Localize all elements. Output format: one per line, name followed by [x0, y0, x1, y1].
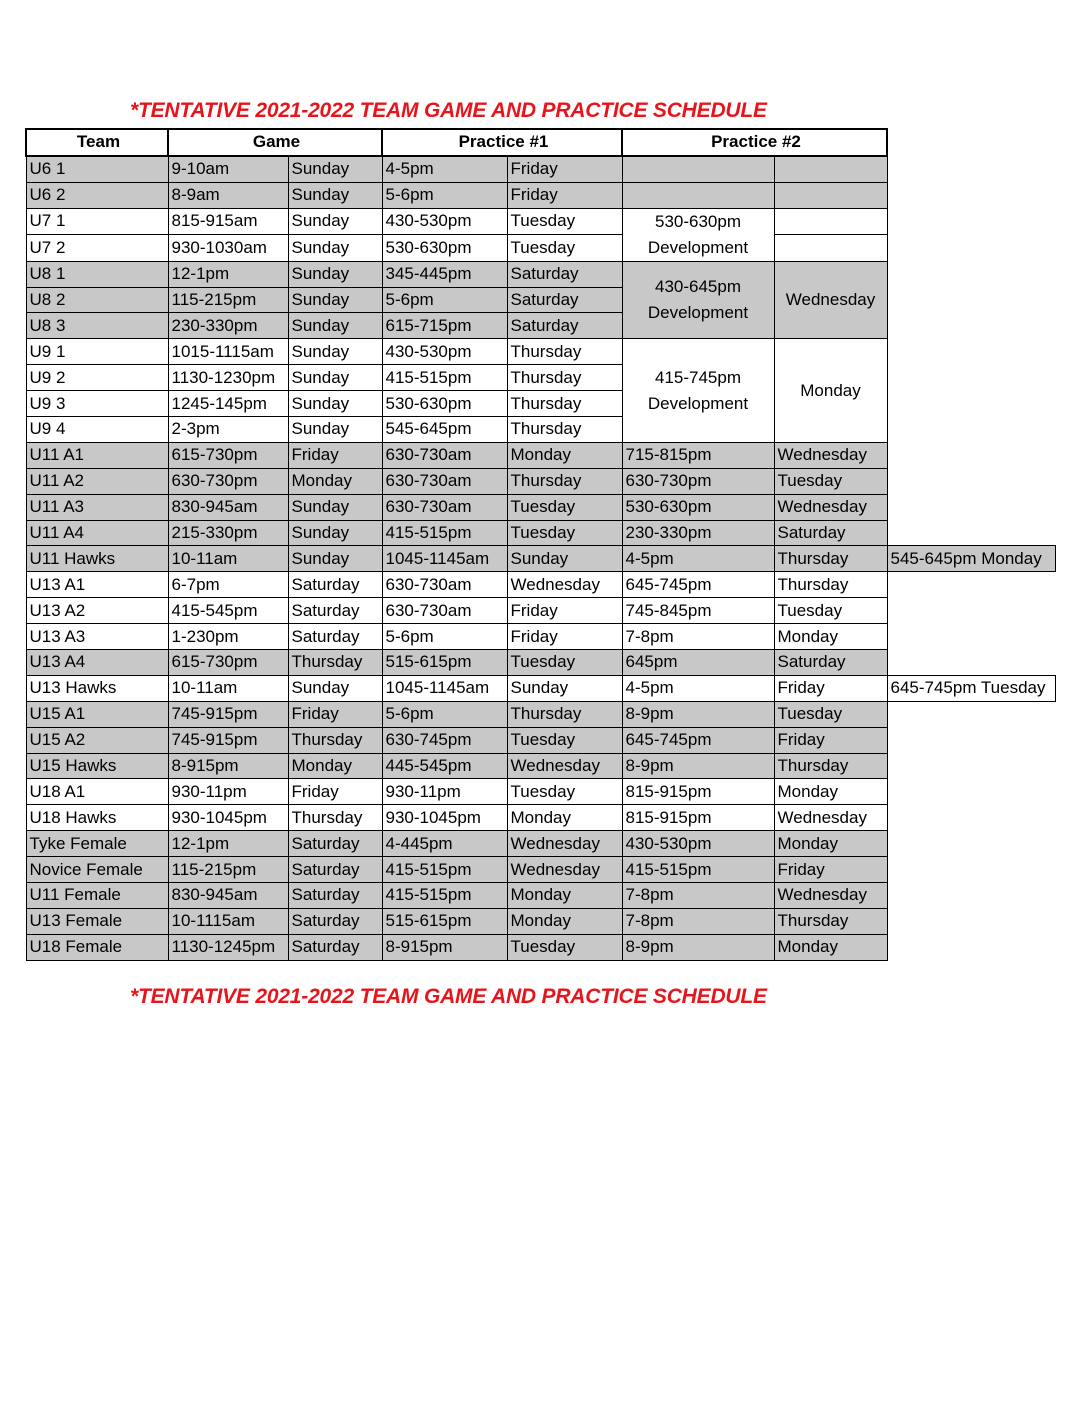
cell-no-extra: [887, 520, 1055, 546]
cell-team: U13 A3: [26, 624, 168, 650]
cell-p1-day: Thursday: [507, 701, 622, 727]
cell-p1-time: 430-530pm: [382, 339, 507, 365]
cell-team: U11 A2: [26, 468, 168, 494]
cell-no-extra: [887, 753, 1055, 779]
cell-p2-time: 4-5pm: [622, 546, 774, 572]
cell-empty: [774, 235, 887, 262]
cell-no-extra: [887, 494, 1055, 520]
cell-p2-day: Wednesday: [774, 442, 887, 468]
cell-p2-time: 815-915pm: [622, 805, 774, 831]
cell-game-day: Saturday: [288, 831, 382, 857]
header-practice-2: Practice #2: [622, 129, 887, 156]
table-row: [26, 779, 1055, 805]
cell-game-time: 215-330pm: [168, 520, 288, 546]
cell-team: U11 A3: [26, 494, 168, 520]
table-row: [26, 546, 1055, 572]
cell-no-extra: [887, 883, 1055, 909]
cell-no-extra: [887, 156, 1055, 182]
cell-no-extra: [887, 598, 1055, 624]
cell-p2-time: 8-9pm: [622, 701, 774, 727]
cell-game-time: 415-545pm: [168, 598, 288, 624]
cell-p2-time: 415-515pm: [622, 857, 774, 883]
cell-no-extra: [887, 934, 1055, 960]
cell-p2-time: 230-330pm: [622, 520, 774, 546]
cell-p1-time: 530-630pm: [382, 235, 507, 262]
cell-p1-time: 445-545pm: [382, 753, 507, 779]
cell-u9-practice-2-time: 415-745pm Development: [622, 339, 774, 443]
cell-no-extra: [887, 182, 1055, 208]
cell-game-time: 745-915pm: [168, 727, 288, 753]
header-extra-empty: [887, 129, 1055, 156]
table-row: [26, 261, 1055, 287]
cell-p1-day: Monday: [507, 883, 622, 909]
cell-p1-day: Tuesday: [507, 650, 622, 676]
cell-game-time: 745-915pm: [168, 701, 288, 727]
table-row: [26, 598, 1055, 624]
cell-team: U15 A1: [26, 701, 168, 727]
cell-game-day: Sunday: [288, 261, 382, 287]
table-row: [26, 701, 1055, 727]
cell-game-time: 930-11pm: [168, 779, 288, 805]
table-row: [26, 650, 1055, 676]
cell-team: U18 Hawks: [26, 805, 168, 831]
cell-no-extra: [887, 650, 1055, 676]
cell-team: U7 1: [26, 208, 168, 235]
cell-p1-time: 4-5pm: [382, 156, 507, 182]
cell-p2-day: Thursday: [774, 572, 887, 598]
cell-p1-day: Sunday: [507, 546, 622, 572]
cell-game-time: 615-730pm: [168, 650, 288, 676]
cell-p2-time: 630-730pm: [622, 468, 774, 494]
cell-team: U7 2: [26, 235, 168, 262]
cell-p1-day: Thursday: [507, 365, 622, 391]
cell-p2-time: 645-745pm: [622, 572, 774, 598]
cell-game-day: Sunday: [288, 365, 382, 391]
cell-p1-time: 630-730am: [382, 572, 507, 598]
cell-game-time: 115-215pm: [168, 857, 288, 883]
header-game: Game: [168, 129, 382, 156]
cell-p1-time: 630-730am: [382, 598, 507, 624]
cell-p2-day: [774, 182, 887, 208]
cell-no-extra: [887, 417, 1055, 443]
cell-p1-time: 5-6pm: [382, 701, 507, 727]
cell-game-day: Sunday: [288, 339, 382, 365]
cell-game-time: 1130-1245pm: [168, 934, 288, 960]
cell-p2-time: 815-915pm: [622, 779, 774, 805]
table-row: [26, 365, 1055, 391]
table-row: [26, 624, 1055, 650]
header-row: [26, 129, 1055, 156]
cell-game-day: Saturday: [288, 624, 382, 650]
cell-p1-time: 415-515pm: [382, 365, 507, 391]
cell-p2-day: Wednesday: [774, 494, 887, 520]
cell-team: U9 3: [26, 391, 168, 417]
cell-no-extra: [887, 701, 1055, 727]
cell-game-day: Sunday: [288, 546, 382, 572]
cell-game-day: Sunday: [288, 675, 382, 701]
cell-no-extra: [887, 287, 1055, 313]
cell-game-day: Monday: [288, 753, 382, 779]
cell-game-time: 9-10am: [168, 156, 288, 182]
cell-team: Tyke Female: [26, 831, 168, 857]
cell-no-extra: [887, 727, 1055, 753]
cell-p1-day: Tuesday: [507, 208, 622, 235]
cell-team: U9 2: [26, 365, 168, 391]
cell-team: U8 3: [26, 313, 168, 339]
cell-p2-day: Tuesday: [774, 598, 887, 624]
table-row: [26, 494, 1055, 520]
cell-p2-time: 530-630pm: [622, 494, 774, 520]
header-practice-1: Practice #1: [382, 129, 622, 156]
cell-team: U13 A4: [26, 650, 168, 676]
cell-p2-day: Tuesday: [774, 468, 887, 494]
cell-p1-day: Tuesday: [507, 727, 622, 753]
table-row: [26, 831, 1055, 857]
cell-game-time: 10-11am: [168, 675, 288, 701]
cell-game-day: Monday: [288, 468, 382, 494]
cell-p1-time: 4-445pm: [382, 831, 507, 857]
cell-p1-day: Friday: [507, 598, 622, 624]
cell-p1-time: 545-645pm: [382, 417, 507, 443]
cell-p2-day: Friday: [774, 857, 887, 883]
cell-team: U18 Female: [26, 934, 168, 960]
cell-p1-time: 8-915pm: [382, 934, 507, 960]
cell-extra: 645-745pm Tuesday: [887, 675, 1055, 701]
table-row: [26, 468, 1055, 494]
cell-game-day: Sunday: [288, 208, 382, 235]
cell-p2-time: 715-815pm: [622, 442, 774, 468]
cell-no-extra: [887, 313, 1055, 339]
cell-p2-time: [622, 182, 774, 208]
cell-no-extra: [887, 908, 1055, 934]
table-row: [26, 572, 1055, 598]
cell-game-time: 1130-1230pm: [168, 365, 288, 391]
cell-p1-time: 930-1045pm: [382, 805, 507, 831]
cell-p1-time: 1045-1145am: [382, 546, 507, 572]
cell-game-time: 615-730pm: [168, 442, 288, 468]
cell-p2-time: [622, 156, 774, 182]
cell-team: U15 Hawks: [26, 753, 168, 779]
cell-game-day: Saturday: [288, 908, 382, 934]
cell-game-time: 12-1pm: [168, 261, 288, 287]
cell-no-extra: [887, 468, 1055, 494]
cell-p1-day: Saturday: [507, 313, 622, 339]
cell-p1-time: 630-730am: [382, 442, 507, 468]
cell-no-extra: [887, 624, 1055, 650]
cell-no-extra: [887, 208, 1055, 235]
cell-game-day: Sunday: [288, 494, 382, 520]
cell-game-day: Sunday: [288, 156, 382, 182]
cell-game-day: Saturday: [288, 934, 382, 960]
table-row: [26, 727, 1055, 753]
cell-u8-practice-2-day: Wednesday: [774, 261, 887, 339]
cell-p2-time: 745-845pm: [622, 598, 774, 624]
cell-game-day: Friday: [288, 701, 382, 727]
cell-game-time: 8-915pm: [168, 753, 288, 779]
cell-game-time: 815-915am: [168, 208, 288, 235]
cell-p1-day: Sunday: [507, 675, 622, 701]
cell-team: U11 A1: [26, 442, 168, 468]
cell-team: U6 2: [26, 182, 168, 208]
cell-team: U9 1: [26, 339, 168, 365]
cell-p1-day: Thursday: [507, 417, 622, 443]
page-footer-title: *TENTATIVE 2021-2022 TEAM GAME AND PRACTICE SCHEDULE: [130, 985, 767, 1008]
table-row: [26, 182, 1055, 208]
cell-p1-time: 515-615pm: [382, 650, 507, 676]
cell-no-extra: [887, 779, 1055, 805]
cell-p2-time: 7-8pm: [622, 908, 774, 934]
cell-p2-time: 7-8pm: [622, 883, 774, 909]
cell-p2-time: 645-745pm: [622, 727, 774, 753]
cell-game-time: 115-215pm: [168, 287, 288, 313]
cell-no-extra: [887, 365, 1055, 391]
cell-p1-time: 430-530pm: [382, 208, 507, 235]
cell-p1-day: Friday: [507, 182, 622, 208]
table-row: [26, 934, 1055, 960]
cell-p1-day: Monday: [507, 805, 622, 831]
table-row: [26, 908, 1055, 934]
cell-team: U9 4: [26, 417, 168, 443]
cell-team: U8 2: [26, 287, 168, 313]
cell-team: U13 A1: [26, 572, 168, 598]
cell-p2-day: Monday: [774, 831, 887, 857]
cell-game-day: Thursday: [288, 650, 382, 676]
cell-p1-day: Wednesday: [507, 753, 622, 779]
cell-p1-time: 530-630pm: [382, 391, 507, 417]
cell-game-time: 1015-1115am: [168, 339, 288, 365]
cell-game-time: 930-1030am: [168, 235, 288, 262]
cell-no-extra: [887, 831, 1055, 857]
table-row: [26, 235, 1055, 262]
table-row: [26, 805, 1055, 831]
cell-extra: 545-645pm Monday: [887, 546, 1055, 572]
cell-game-day: Thursday: [288, 727, 382, 753]
cell-p2-time: 8-9pm: [622, 934, 774, 960]
page-title: *TENTATIVE 2021-2022 TEAM GAME AND PRACTICE SCHEDULE: [130, 99, 767, 122]
cell-game-day: Sunday: [288, 391, 382, 417]
header-team: Team: [26, 129, 168, 156]
cell-game-day: Saturday: [288, 883, 382, 909]
cell-game-time: 830-945am: [168, 494, 288, 520]
cell-game-time: 930-1045pm: [168, 805, 288, 831]
table-row: [26, 287, 1055, 313]
cell-game-day: Sunday: [288, 182, 382, 208]
cell-game-time: 2-3pm: [168, 417, 288, 443]
cell-no-extra: [887, 339, 1055, 365]
table-row: [26, 753, 1055, 779]
schedule-table: [25, 128, 1056, 961]
cell-p1-day: Monday: [507, 908, 622, 934]
cell-game-day: Friday: [288, 442, 382, 468]
cell-p1-time: 415-515pm: [382, 520, 507, 546]
cell-game-day: Sunday: [288, 235, 382, 262]
cell-game-day: Sunday: [288, 313, 382, 339]
cell-p1-day: Tuesday: [507, 235, 622, 262]
cell-no-extra: [887, 857, 1055, 883]
cell-p2-day: Friday: [774, 727, 887, 753]
table-row: [26, 156, 1055, 182]
cell-p2-day: Monday: [774, 779, 887, 805]
cell-game-day: Sunday: [288, 520, 382, 546]
cell-p1-day: Friday: [507, 156, 622, 182]
cell-game-time: 630-730pm: [168, 468, 288, 494]
cell-p1-time: 515-615pm: [382, 908, 507, 934]
table-row: [26, 883, 1055, 909]
cell-team: Novice Female: [26, 857, 168, 883]
cell-p1-time: 630-730am: [382, 494, 507, 520]
cell-p2-day: Friday: [774, 675, 887, 701]
cell-p2-day: Thursday: [774, 546, 887, 572]
cell-no-extra: [887, 235, 1055, 262]
cell-game-time: 230-330pm: [168, 313, 288, 339]
cell-p1-day: Tuesday: [507, 520, 622, 546]
cell-game-time: 1-230pm: [168, 624, 288, 650]
cell-no-extra: [887, 572, 1055, 598]
cell-game-time: 1245-145pm: [168, 391, 288, 417]
cell-no-extra: [887, 805, 1055, 831]
cell-no-extra: [887, 391, 1055, 417]
cell-p2-day: Monday: [774, 934, 887, 960]
cell-p1-day: Wednesday: [507, 831, 622, 857]
cell-p1-day: Thursday: [507, 468, 622, 494]
table-row: [26, 339, 1055, 365]
cell-p1-day: Tuesday: [507, 494, 622, 520]
cell-team: U13 Hawks: [26, 675, 168, 701]
table-row: [26, 675, 1055, 701]
cell-p1-time: 5-6pm: [382, 624, 507, 650]
cell-p1-day: Friday: [507, 624, 622, 650]
cell-game-time: 10-1115am: [168, 908, 288, 934]
cell-u7-practice-2: 530-630pm Development: [622, 208, 774, 261]
cell-game-day: Sunday: [288, 287, 382, 313]
table-row: [26, 208, 1055, 235]
cell-p1-day: Wednesday: [507, 572, 622, 598]
cell-game-day: Thursday: [288, 805, 382, 831]
cell-empty: [774, 208, 887, 235]
cell-no-extra: [887, 261, 1055, 287]
cell-game-time: 10-11am: [168, 546, 288, 572]
cell-team: U8 1: [26, 261, 168, 287]
cell-game-time: 12-1pm: [168, 831, 288, 857]
cell-p2-time: 4-5pm: [622, 675, 774, 701]
cell-p2-day: Wednesday: [774, 883, 887, 909]
cell-p2-time: 7-8pm: [622, 624, 774, 650]
cell-p1-time: 5-6pm: [382, 182, 507, 208]
table-row: [26, 313, 1055, 339]
cell-p2-time: 430-530pm: [622, 831, 774, 857]
cell-game-day: Sunday: [288, 417, 382, 443]
cell-p1-day: Saturday: [507, 261, 622, 287]
cell-p2-day: Thursday: [774, 908, 887, 934]
cell-p1-time: 415-515pm: [382, 883, 507, 909]
cell-team: U11 Female: [26, 883, 168, 909]
cell-team: U11 A4: [26, 520, 168, 546]
cell-p1-day: Saturday: [507, 287, 622, 313]
cell-p1-day: Thursday: [507, 339, 622, 365]
cell-game-time: 8-9am: [168, 182, 288, 208]
cell-team: U11 Hawks: [26, 546, 168, 572]
cell-game-day: Saturday: [288, 857, 382, 883]
cell-p2-time: 8-9pm: [622, 753, 774, 779]
cell-game-day: Friday: [288, 779, 382, 805]
cell-p1-day: Tuesday: [507, 934, 622, 960]
cell-game-time: 6-7pm: [168, 572, 288, 598]
cell-no-extra: [887, 442, 1055, 468]
table-row: [26, 857, 1055, 883]
cell-p1-time: 930-11pm: [382, 779, 507, 805]
cell-u9-practice-2-day: Monday: [774, 339, 887, 443]
cell-game-day: Saturday: [288, 572, 382, 598]
cell-p1-time: 630-745pm: [382, 727, 507, 753]
table-row: [26, 417, 1055, 443]
cell-game-day: Saturday: [288, 598, 382, 624]
cell-game-time: 830-945am: [168, 883, 288, 909]
table-row: [26, 520, 1055, 546]
cell-p2-day: Thursday: [774, 753, 887, 779]
table-row: [26, 442, 1055, 468]
cell-p2-day: Saturday: [774, 520, 887, 546]
cell-p2-time: 645pm: [622, 650, 774, 676]
cell-team: U13 A2: [26, 598, 168, 624]
cell-p2-day: Wednesday: [774, 805, 887, 831]
cell-p1-day: Thursday: [507, 391, 622, 417]
cell-p1-time: 345-445pm: [382, 261, 507, 287]
table-row: [26, 391, 1055, 417]
cell-p1-time: 5-6pm: [382, 287, 507, 313]
cell-p1-time: 415-515pm: [382, 857, 507, 883]
cell-p1-time: 1045-1145am: [382, 675, 507, 701]
cell-team: U13 Female: [26, 908, 168, 934]
cell-p1-day: Wednesday: [507, 857, 622, 883]
cell-p1-time: 630-730am: [382, 468, 507, 494]
cell-p2-day: Monday: [774, 624, 887, 650]
cell-p1-day: Tuesday: [507, 779, 622, 805]
cell-u8-practice-2-time: 430-645pm Development: [622, 261, 774, 339]
cell-p1-day: Monday: [507, 442, 622, 468]
cell-p1-time: 615-715pm: [382, 313, 507, 339]
cell-p2-day: [774, 156, 887, 182]
cell-p2-day: Tuesday: [774, 701, 887, 727]
cell-team: U6 1: [26, 156, 168, 182]
cell-team: U15 A2: [26, 727, 168, 753]
cell-team: U18 A1: [26, 779, 168, 805]
cell-p2-day: Saturday: [774, 650, 887, 676]
